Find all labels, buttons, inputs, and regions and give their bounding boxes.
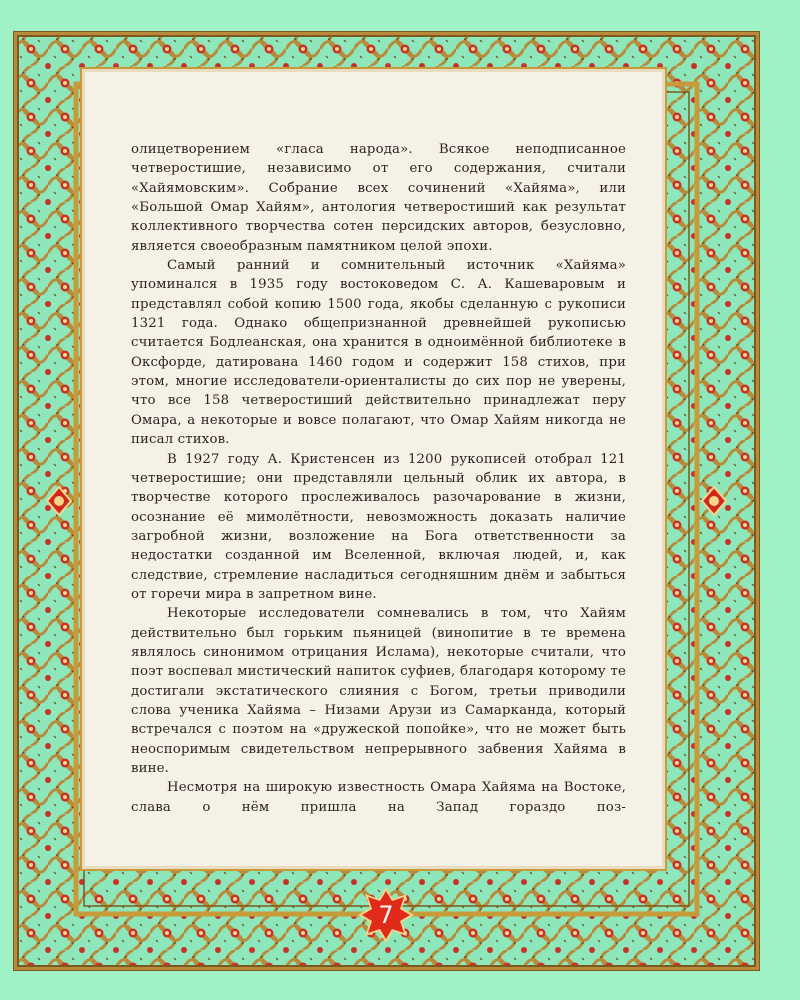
body-text [131,140,626,817]
paragraph-5: Несмотря на широкую известность Омара Хайяма на Востоке, слава о нём пришла на Запад гораздо поз- [131,780,626,815]
paragraph-3: В 1927 году А. Кристенсен из 1200 рукописей отобрал 121 четверостишие; они представляли цельный облик их автора, в творчестве которого прослеживалось разочарование в жизни, осознание её мимолётности, невозможность доказать наличие загробной жизни, возложение на Бога ответственности за недостатки созданной им Вселенной, включая людей, и, как следствие, стремление насладиться сегодняшним днём и забыться от горечи мира в запретном вине. [131,451,626,602]
page-number: 7 [378,901,394,929]
paragraph-4: Некоторые исследователи сомневались в том, что Хайям действительно был горьким пьяницей (винопитие в те времена являлось синонимом отрицания Ислама), некоторые считали, что поэт воспевал мистический напиток суфиев, благодаря которому те достигали экстатического слияния с Богом, третьи приводили слова ученика Хайяма – Низами Арузи из Самарканда, который встречался с поэтом на «дружеской попойке», что не может быть неоспоримым свидетельством непрерывного забвения Хайяма в вине. [131,606,626,776]
paragraph-1: олицетворением «гласа народа». Всякое неподписанное четверостишие, независимо от его содержания, считали «Хайямовским». Собрание всех сочинений «Хайяма», или «Большой Омар Хайям», антология четверостиший как результат коллективного творчества сотен персидских авторов, безусловно, является своеобразным памятником целой эпохи. [131,142,626,254]
paragraph-2: Самый ранний и сомнительный источник «Хайяма» упоминался в 1935 году востоковедом С. А. Кашеваровым и представлял собой копию 1500 года, якобы сделанную с рукописи 1321 года. Однако общепризнанной древнейшей рукописью считается Бодлеанская, она хранится в одноимённой библиотеке в Оксфорде, датирована 1460 годом и содержит 158 стихов, при этом, многие исследователи-ориенталисты до сих пор не уверены, что все 158 четверостиший действительно принадлежат перу Омара, а некоторые и вовсе полагают, что Омар Хайям никогда не писал стихов. [131,258,626,448]
